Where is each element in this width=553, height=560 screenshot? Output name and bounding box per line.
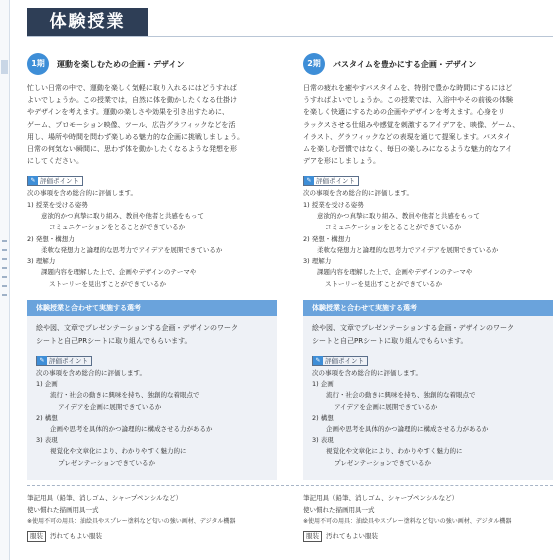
period-2-header xyxy=(303,52,553,76)
description-line: デアを形にしましょう。 xyxy=(303,157,380,166)
period-1-selection-panel xyxy=(27,300,277,480)
criteria-line: プレゼンテーションできているか xyxy=(58,458,155,467)
criteria-line: 柔軟な発想力と論理的な思考力でアイデアを展開できているか xyxy=(317,245,499,254)
criteria-line: 2) 発想・構想力 xyxy=(27,234,75,243)
clothing-text: 汚れてもよい服装 xyxy=(50,531,102,540)
pencil-icon: ✎ xyxy=(28,176,38,185)
supplies-note: ※使用不可の用具：油絵具やスプレー塗料など匂いの強い画材、デジタル機器 xyxy=(303,518,512,525)
criteria-line: 視覚化や文章化により、わかりやすく魅力的に xyxy=(326,447,463,456)
clothing-row xyxy=(303,531,553,543)
eval-tag-label: 評価ポイント xyxy=(40,176,79,185)
period-2-eval-tag xyxy=(303,176,359,186)
criteria-line: 2) 発想・構想力 xyxy=(303,234,351,243)
clothing-label: 服装 xyxy=(27,531,46,542)
criteria-line: 課題内容を理解した上で、企画やデザインのテーマや xyxy=(317,268,473,277)
selection-criteria xyxy=(36,368,268,469)
criteria-line: 2) 構想 xyxy=(36,413,58,422)
description-line: にしてください。 xyxy=(27,157,83,166)
criteria-line: 意欲的かつ真摯に取り組み、教員や他者と共感をもって xyxy=(41,211,204,220)
period-2-column xyxy=(303,52,553,290)
criteria-line: 3) 表現 xyxy=(312,436,334,445)
criteria-line: 次の事項を含め総合的に評価します。 xyxy=(36,369,146,377)
criteria-line: コミュニケーションをとることができているか xyxy=(325,223,462,232)
criteria-line: 企画や思考を具体的かつ論理的に構成させる力があるか xyxy=(326,424,489,433)
pencil-icon: ✎ xyxy=(37,356,47,365)
criteria-line: 課題内容を理解した上で、企画やデザインのテーマや xyxy=(41,268,197,277)
criteria-line: 1) 授業を受ける姿勢 xyxy=(303,200,364,209)
selection-criteria xyxy=(312,368,544,469)
description-line: ムを楽しむ習慣ではなく、毎日の楽しみになるような魅力的なアイ xyxy=(303,144,513,153)
description-line: 日常の何気ない瞬間に、思わず体を動かしたくなるような発想を形 xyxy=(27,144,237,153)
criteria-line: 3) 表現 xyxy=(36,436,58,445)
pencil-icon: ✎ xyxy=(304,176,314,185)
left-margin-rail xyxy=(0,0,10,560)
criteria-line: アイデアを企画に展開できているか xyxy=(334,402,438,411)
criteria-line: 視覚化や文章化により、わかりやすく魅力的に xyxy=(50,447,187,456)
period-1-column xyxy=(27,52,283,290)
supplies-note: ※使用不可の用具：油絵具やスプレー塗料など匂いの強い画材、デジタル機器 xyxy=(27,518,236,525)
period-2-supplies xyxy=(303,493,553,543)
clothing-row xyxy=(27,531,277,543)
criteria-line: 2) 構想 xyxy=(312,413,334,422)
criteria-line: 柔軟な発想力と論理的な思考力でアイデアを展開できているか xyxy=(41,245,223,254)
pencil-icon: ✎ xyxy=(313,356,323,365)
eval-tag-label: 評価ポイント xyxy=(49,356,88,365)
selection-panel-heading: 体験授業と合わせて実施する選考 xyxy=(303,300,553,316)
period-2-description xyxy=(303,82,553,167)
criteria-line: 次の事項を含め総合的に評価します。 xyxy=(27,189,137,198)
supplies-line: 使い慣れた描画用具一式 xyxy=(27,505,99,514)
period-1-header xyxy=(27,52,283,76)
selection-panel-heading: 体験授業と合わせて実施する選考 xyxy=(27,300,277,316)
eval-tag-label: 評価ポイント xyxy=(325,356,364,365)
clothing-text: 汚れてもよい服装 xyxy=(326,531,378,540)
eval-tag-label: 評価ポイント xyxy=(316,176,355,185)
criteria-line: 次の事項を含め総合的に評価します。 xyxy=(312,369,422,377)
supplies-line: 筆記用具（鉛筆、消しゴム、シャープペンシルなど） xyxy=(27,494,183,502)
criteria-line: 1) 企画 xyxy=(36,380,58,389)
description-line: よいでしょうか。この授業では，自然に体を動かしたくなる仕掛け xyxy=(27,96,237,105)
criteria-line: プレゼンテーションできているか xyxy=(334,458,431,467)
criteria-line: 意欲的かつ真摯に取り組み、教員や他者と共感をもって xyxy=(317,211,480,220)
period-2-title: バスタイムを豊かにする企画・デザイン xyxy=(333,59,477,69)
title-divider xyxy=(27,36,553,37)
criteria-line: ストーリーを見出すことができているか xyxy=(49,279,166,288)
criteria-line: ストーリーを見出すことができているか xyxy=(325,279,442,288)
criteria-line: 企画や思考を具体的かつ論理的に構成させる力があるか xyxy=(50,424,213,433)
period-1-criteria xyxy=(27,188,283,290)
page-title: 体験授業 xyxy=(27,8,148,36)
selection-eval-tag xyxy=(36,356,92,366)
section-divider xyxy=(27,485,553,486)
period-1-description xyxy=(27,82,283,167)
criteria-line: 次の事項を含め総合的に評価します。 xyxy=(303,189,413,198)
criteria-line: 流行・社会の動きに興味を持ち、独創的な着眼点で xyxy=(50,391,200,400)
selection-eval-tag xyxy=(312,356,368,366)
description-line: 絵や図、文章でプレゼンテーションする企画・デザインのワーク xyxy=(312,324,514,332)
period-1-badge: 1期 xyxy=(27,53,49,75)
description-line: ラックスさせる仕組みや感覚を刺激するアイデアを、映像、ゲーム、 xyxy=(303,120,520,129)
period-2-badge: 2期 xyxy=(303,53,325,75)
description-line: イラスト、グラフィックなどの表現を通じて提案します。バスタイ xyxy=(303,132,511,141)
period-1-eval-tag xyxy=(27,176,83,186)
period-2-criteria xyxy=(303,188,553,290)
description-line: やデザインを考えます。運動の楽しさや効果を引き出すために、 xyxy=(27,108,229,117)
criteria-line: アイデアを企画に展開できているか xyxy=(58,402,162,411)
description-line: を楽しく快適にするための企画やデザインを考えます。心身をリ xyxy=(303,108,505,117)
period-2-selection-panel xyxy=(303,300,553,480)
selection-panel-description xyxy=(312,322,544,347)
description-line: 用し、場所や時間を問わず楽しめる魅力的な企画に挑戦しましょう。 xyxy=(27,132,244,141)
rail-marker xyxy=(1,60,8,74)
period-1-supplies xyxy=(27,493,277,543)
rail-dots xyxy=(2,240,7,300)
period-1-title: 運動を楽しむための企画・デザイン xyxy=(57,59,185,69)
criteria-line: 1) 授業を受ける姿勢 xyxy=(27,200,88,209)
description-line: シートと自己PRシートに取り組んでもらいます。 xyxy=(312,336,468,345)
description-line: 絵や図、文章でプレゼンテーションする企画・デザインのワーク xyxy=(36,324,238,332)
criteria-line: 3) 理解力 xyxy=(27,257,56,266)
description-line: 日常の疲れを癒やすバスタイムを、特別で豊かな時間にするにはど xyxy=(303,84,513,92)
supplies-line: 使い慣れた描画用具一式 xyxy=(303,505,375,514)
description-line: うすればよいでしょうか。この授業では、入浴中やその前後の体験 xyxy=(303,96,513,105)
criteria-line: 流行・社会の動きに興味を持ち、独創的な着眼点で xyxy=(326,391,476,400)
description-line: ゲーム、プロモーション映像、ツール、広告グラフィックなどを活 xyxy=(27,120,236,129)
selection-panel-description xyxy=(36,322,268,347)
criteria-line: 1) 企画 xyxy=(312,380,334,389)
description-line: シートと自己PRシートに取り組んでもらいます。 xyxy=(36,336,192,345)
criteria-line: コミュニケーションをとることができているか xyxy=(49,223,186,232)
supplies-line: 筆記用具（鉛筆、消しゴム、シャープペンシルなど） xyxy=(303,494,459,502)
clothing-label: 服装 xyxy=(303,531,322,542)
description-line: 忙しい日常の中で、運動を楽しく気軽に取り入れるにはどうすれば xyxy=(27,84,237,92)
criteria-line: 3) 理解力 xyxy=(303,257,332,266)
